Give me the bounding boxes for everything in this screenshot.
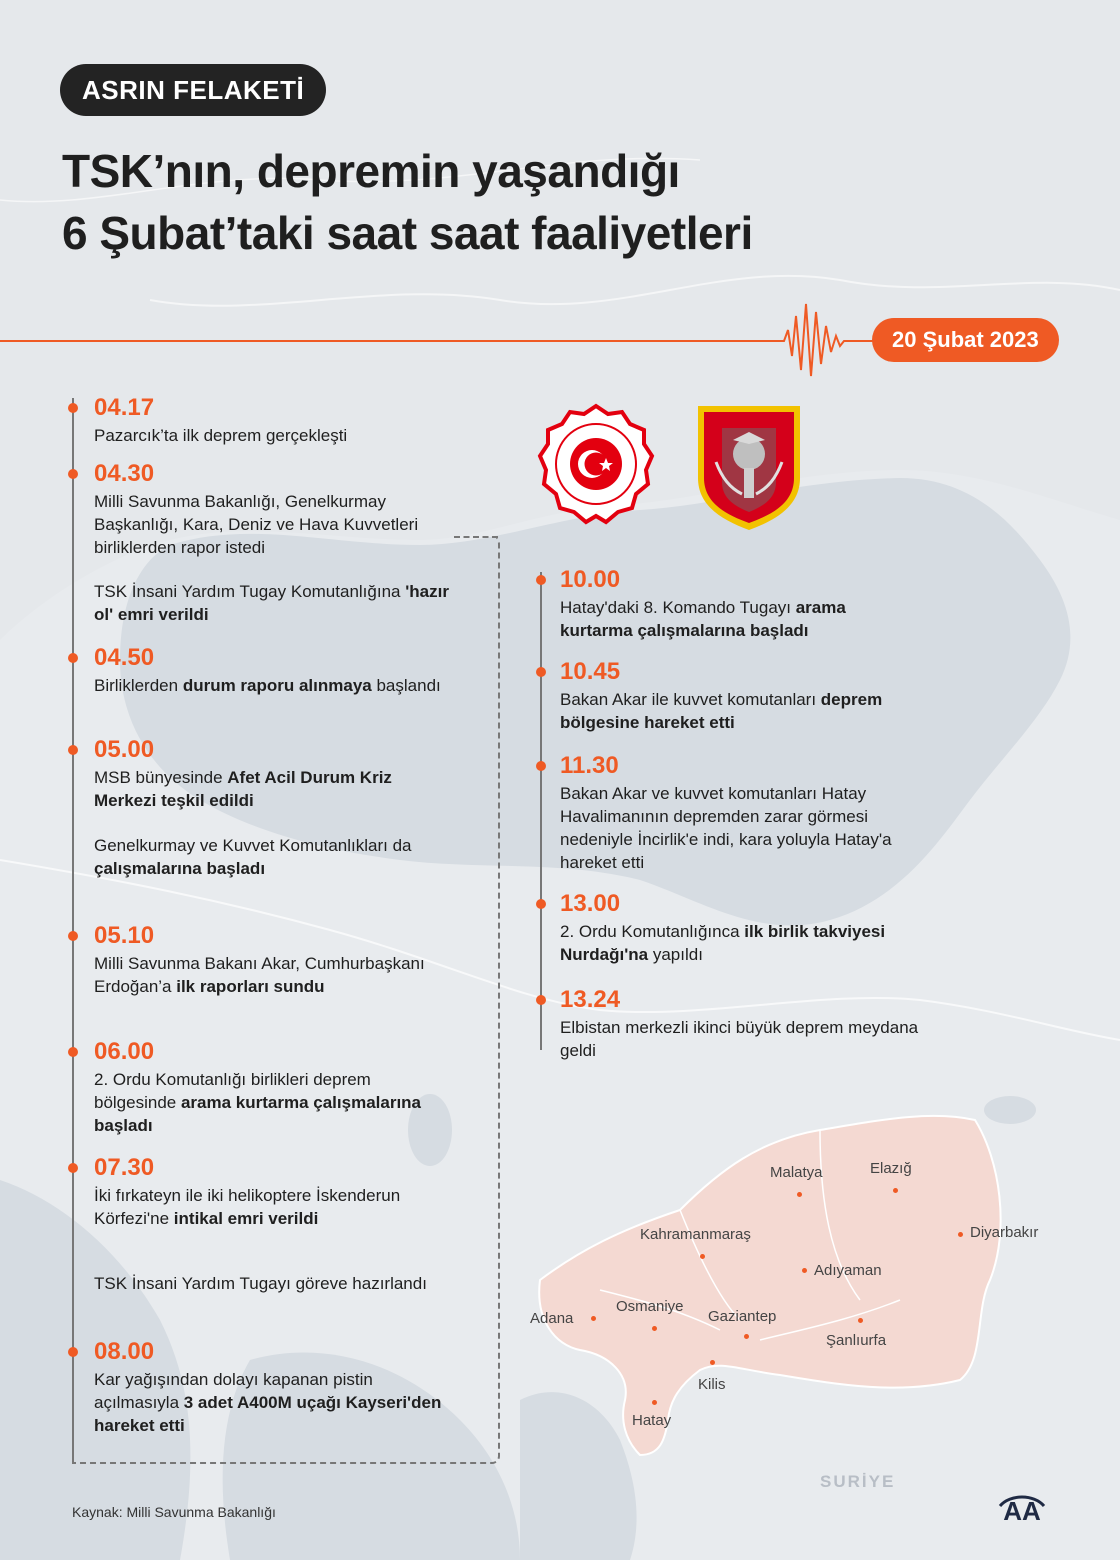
event-text: Hatay'daki 8. Komando Tugayı arama kurtarma çalışmalarına başladı <box>560 598 846 640</box>
event-text: 2. Ordu Komutanlığı birlikleri deprem bölgesinde arama kurtarma çalışmalarına başladı <box>94 1070 422 1135</box>
timeline-dot <box>536 575 546 585</box>
divider-line <box>0 340 780 342</box>
city-dot <box>797 1192 802 1197</box>
timeline-dot <box>536 995 546 1005</box>
city-label: Gaziantep <box>708 1308 777 1325</box>
timeline-connector-top <box>454 536 498 538</box>
event-text: TSK İnsani Yardım Tugayı göreve hazırlandı <box>94 1274 427 1293</box>
seismograph-icon <box>776 300 856 380</box>
city-dot <box>700 1254 705 1259</box>
aa-logo-icon <box>996 1490 1048 1530</box>
event-text: TSK İnsani Yardım Tugay Komutanlığına 'hazır ol' emri verildi <box>94 582 449 624</box>
event-text: Milli Savunma Bakanı Akar, Cumhurbaşkanı Erdoğan’a ilk raporları sundu <box>94 954 425 996</box>
source-text: Kaynak: Milli Savunma Bakanlığı <box>72 1504 276 1520</box>
event-text: Genelkurmay ve Kuvvet Komutanlıkları da çalışmalarına başladı <box>94 836 412 878</box>
event-time: 11.30 <box>560 752 619 779</box>
event-time: 07.30 <box>94 1154 155 1181</box>
timeline-event <box>94 1338 454 1437</box>
event-time: 04.50 <box>94 644 155 671</box>
title-line-2: 6 Şubat’taki saat saat faaliyetleri <box>62 207 753 259</box>
timeline-event <box>560 566 920 642</box>
event-time: 05.10 <box>94 922 155 949</box>
event-text: Birliklerden durum raporu alınmaya başlandı <box>94 676 441 695</box>
city-label: Malatya <box>770 1164 823 1181</box>
event-text: Bakan Akar ve kuvvet komutanları Hatay Havalimanının depremden zarar görmesi nedeniyle İncirlik'e indi, kara yoluyla Hatay'a hareket etti <box>560 784 892 872</box>
city-dot <box>858 1318 863 1323</box>
timeline-event <box>94 460 454 559</box>
event-time: 04.30 <box>94 460 155 487</box>
event-text: Bakan Akar ile kuvvet komutanları deprem bölgesine hareket etti <box>560 690 883 732</box>
timeline-event <box>94 1270 454 1295</box>
event-text: MSB bünyesinde Afet Acil Durum Kriz Merkezi teşkil edildi <box>94 768 392 810</box>
timeline-event <box>560 752 920 874</box>
event-text: Elbistan merkezli ikinci büyük deprem meydana geldi <box>560 1018 919 1060</box>
timeline-event <box>94 832 454 880</box>
event-time: 06.00 <box>94 1038 155 1065</box>
timeline-event <box>560 658 920 734</box>
city-dot <box>893 1188 898 1193</box>
tsk-emblem-icon <box>694 402 804 532</box>
timeline-dot <box>68 469 78 479</box>
timeline-event <box>560 890 920 966</box>
timeline-event <box>94 1038 454 1137</box>
city-dot <box>802 1268 807 1273</box>
timeline-line <box>540 572 542 1050</box>
timeline-dot <box>68 403 78 413</box>
timeline-event <box>94 736 454 812</box>
country-label: SURİYE <box>820 1472 896 1491</box>
timeline-dot <box>536 667 546 677</box>
event-time: 04.17 <box>94 394 155 421</box>
city-label: Hatay <box>632 1412 672 1429</box>
city-dot <box>652 1326 657 1331</box>
city-dot <box>652 1400 657 1405</box>
timeline-event <box>94 644 454 697</box>
timeline-dot <box>68 653 78 663</box>
city-label: Elazığ <box>870 1160 912 1177</box>
timeline-dot <box>68 1347 78 1357</box>
timeline-dot <box>536 761 546 771</box>
page-title <box>62 140 753 264</box>
timeline-event <box>94 922 454 998</box>
timeline-dot <box>68 1047 78 1057</box>
city-dot <box>744 1334 749 1339</box>
event-text: 2. Ordu Komutanlığınca ilk birlik takviyesi Nurdağı'na yapıldı <box>560 922 886 964</box>
event-time: 10.45 <box>560 658 621 685</box>
city-label: Adana <box>530 1310 574 1327</box>
city-label: Kahramanmaraş <box>640 1226 751 1243</box>
timeline-event <box>94 394 454 447</box>
date-badge: 20 Şubat 2023 <box>872 318 1059 362</box>
timeline-event <box>560 986 920 1062</box>
timeline-event <box>94 1154 454 1230</box>
timeline-event <box>94 578 454 626</box>
city-label: Kilis <box>698 1376 726 1393</box>
event-text: İki fırkateyn ile iki helikoptere İskenderun Körfezi'ne intikal emri verildi <box>94 1186 401 1228</box>
event-text: Milli Savunma Bakanlığı, Genelkurmay Başkanlığı, Kara, Deniz ve Hava Kuvvetleri birliklerden rapor istedi <box>94 492 419 557</box>
city-label: Osmaniye <box>616 1298 684 1315</box>
event-time: 13.24 <box>560 986 621 1013</box>
event-text: Kar yağışından dolayı kapanan pistin açılmasıyla 3 adet A400M uçağı Kayseri'den hareket etti <box>94 1370 442 1435</box>
city-dot <box>710 1360 715 1365</box>
svg-text:AA: AA <box>1003 1496 1041 1526</box>
title-line-1: TSK’nın, depremin yaşandığı <box>62 145 680 197</box>
city-dot <box>591 1316 596 1321</box>
event-text: Pazarcık’ta ilk deprem gerçekleşti <box>94 426 348 445</box>
timeline-dot <box>68 745 78 755</box>
city-label: Şanlıurfa <box>826 1332 887 1349</box>
event-time: 13.00 <box>560 890 621 917</box>
city-label: Diyarbakır <box>970 1224 1039 1241</box>
msb-emblem-icon <box>532 400 660 528</box>
category-badge: ASRIN FELAKETİ <box>60 64 326 116</box>
event-time: 10.00 <box>560 566 621 593</box>
event-time: 08.00 <box>94 1338 155 1365</box>
timeline-dot <box>68 1163 78 1173</box>
city-label: Adıyaman <box>814 1262 882 1279</box>
timeline-dot <box>536 899 546 909</box>
city-dot <box>958 1232 963 1237</box>
timeline-dot <box>68 931 78 941</box>
event-time: 05.00 <box>94 736 155 763</box>
